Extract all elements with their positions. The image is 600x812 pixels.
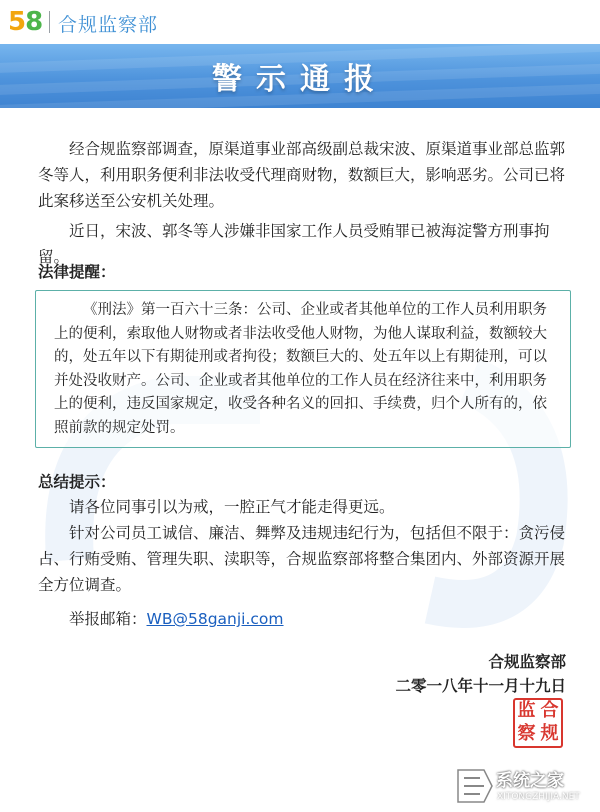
department-name: 合规监察部 <box>58 14 159 36</box>
58-logo: 58 <box>8 7 43 37</box>
legal-text: 《刑法》第一百六十三条：公司、企业或者其他单位的工作人员利用职务上的便利，索取他人财物或者非法收受他人财物，为他人谋取利益，数额较大的，处五年以下有期徒刑或者拘役；数额巨大的、处五年以上有期徒刑，可以并处没收财产。公司、企业或者其他单位的工作人员在经济往来中，利用职务上的便利，违反国家规定，收受各种名义的回扣、手续费，归个人所有的，依照前款的规定处罚。 <box>54 302 547 436</box>
report-email-link[interactable]: WB@58ganji.com <box>146 610 284 628</box>
report-line <box>38 606 574 632</box>
signature-date: 二零一八年十一月十九日 <box>395 677 566 695</box>
paragraph-investigation: 经合规监察部调查，原渠道事业部高级副总裁宋波、原渠道事业部总监郭冬等人，利用职务便利非法收受代理商财物，数额巨大，影响恶劣。公司已将此案移送至公安机关处理。 <box>38 140 566 210</box>
watermark-url: XITONGZHIJIA.NET <box>497 792 580 802</box>
legal-box <box>35 290 571 448</box>
legal-heading: 法律提醒： <box>38 263 116 281</box>
watermark-text: 系统之家 <box>496 771 564 791</box>
summary-line-2: 针对公司员工诚信、廉洁、舞弊及违规违纪行为，包括但不限于：贪污侵占、行贿受贿、管理失职、渎职等，合规监察部将整合集团内、外部资源开展全方位调查。 <box>38 524 566 594</box>
paragraph-detention: 近日，宋波、郭冬等人涉嫌非国家工作人员受贿罪已被海淀警方刑事拘留。 <box>38 222 550 266</box>
logo-divider <box>49 11 50 33</box>
red-seal-stamp: 监 合 察 规 <box>513 698 563 748</box>
top-bar <box>0 0 600 44</box>
summary-heading: 总结提示： <box>38 473 116 491</box>
report-label: 举报邮箱： <box>69 610 147 628</box>
page-title: 警示通报 <box>212 62 388 97</box>
summary-line-1: 请各位同事引以为戒，一腔正气才能走得更远。 <box>69 498 395 516</box>
title-banner <box>0 44 600 108</box>
signature-dept: 合规监察部 <box>488 653 566 671</box>
